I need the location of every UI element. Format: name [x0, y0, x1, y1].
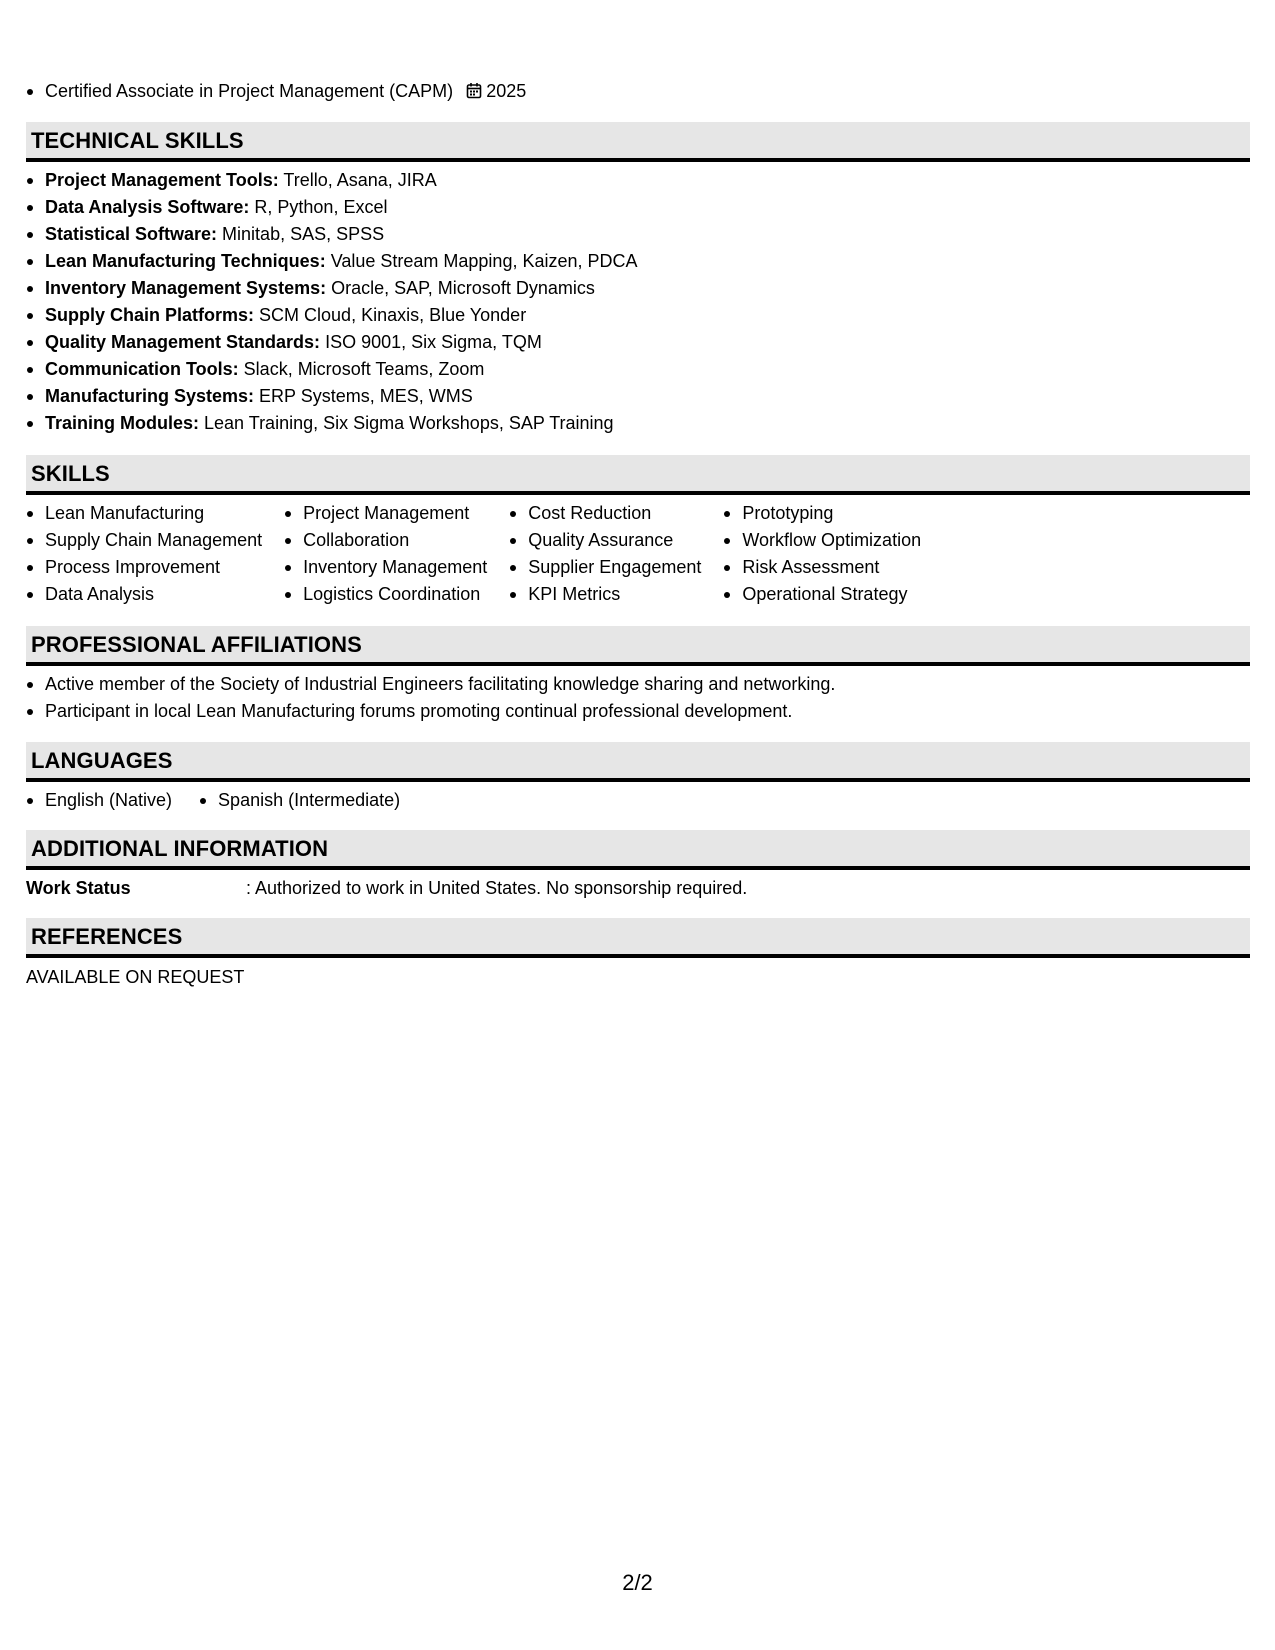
skill-item: Cost Reduction	[509, 500, 701, 527]
skill-item: Supplier Engagement	[509, 554, 701, 581]
calendar-icon	[466, 82, 482, 99]
technical-skill-value: Trello, Asana, JIRA	[278, 170, 437, 190]
skills-grid	[26, 500, 943, 608]
technical-skill-label: Project Management Tools:	[45, 170, 279, 190]
skill-item: Quality Assurance	[509, 527, 701, 554]
technical-skill-value: Oracle, SAP, Microsoft Dynamics	[326, 278, 595, 298]
certification-list	[26, 78, 526, 105]
skills-title: SKILLS	[31, 461, 110, 486]
certification-label: Certified Associate in Project Management (CAPM)	[45, 81, 454, 101]
skill-item: Logistics Coordination	[284, 581, 487, 608]
certification-date	[466, 78, 526, 105]
skill-item: Supply Chain Management	[26, 527, 262, 554]
skill-item: Workflow Optimization	[723, 527, 921, 554]
technical-skill-item	[26, 302, 638, 329]
languages-heading	[26, 742, 1250, 782]
affiliation-item: Active member of the Society of Industrial Engineers facilitating knowledge sharing and networking.	[26, 671, 835, 698]
references-text: AVAILABLE ON REQUEST	[26, 967, 245, 987]
technical-skill-item	[26, 383, 638, 410]
technical-skill-value: ERP Systems, MES, WMS	[254, 386, 473, 406]
technical-skill-item	[26, 410, 638, 437]
skill-item: Operational Strategy	[723, 581, 921, 608]
page-number: 2/2	[622, 1570, 653, 1595]
affiliations-heading	[26, 626, 1250, 666]
languages-title: LANGUAGES	[31, 748, 173, 773]
skill-item: Lean Manufacturing	[26, 500, 262, 527]
language-item: English (Native)	[26, 787, 172, 814]
technical-skill-value: Value Stream Mapping, Kaizen, PDCA	[325, 251, 638, 271]
additional-info-title: ADDITIONAL INFORMATION	[31, 836, 329, 861]
skills-column	[509, 500, 701, 608]
technical-skill-value: Slack, Microsoft Teams, Zoom	[238, 359, 485, 379]
technical-skill-value: R, Python, Excel	[249, 197, 388, 217]
technical-skills-list	[26, 167, 638, 437]
references-title: REFERENCES	[31, 924, 183, 949]
certification-year: 2025	[486, 81, 527, 101]
technical-skill-item	[26, 248, 638, 275]
technical-skill-value: ISO 9001, Six Sigma, TQM	[320, 332, 542, 352]
skill-item: Project Management	[284, 500, 487, 527]
technical-skills-title: TECHNICAL SKILLS	[31, 128, 244, 153]
technical-skill-label: Lean Manufacturing Techniques:	[45, 251, 326, 271]
work-status-row	[26, 875, 747, 902]
affiliation-item: Participant in local Lean Manufacturing forums promoting continual professional development.	[26, 698, 835, 725]
skills-column	[723, 500, 921, 608]
technical-skill-label: Data Analysis Software:	[45, 197, 250, 217]
languages-list	[26, 787, 427, 814]
technical-skill-item	[26, 329, 638, 356]
technical-skill-label: Statistical Software:	[45, 224, 218, 244]
technical-skill-item	[26, 221, 638, 248]
skills-column	[284, 500, 487, 608]
additional-info-heading	[26, 830, 1250, 870]
technical-skills-heading	[26, 122, 1250, 162]
affiliations-list	[26, 671, 835, 725]
technical-skill-item	[26, 167, 638, 194]
affiliations-title: PROFESSIONAL AFFILIATIONS	[31, 632, 362, 657]
technical-skill-label: Communication Tools:	[45, 359, 239, 379]
technical-skill-value: SCM Cloud, Kinaxis, Blue Yonder	[254, 305, 527, 325]
skill-item: Collaboration	[284, 527, 487, 554]
skills-column	[26, 500, 262, 608]
language-item: Spanish (Intermediate)	[199, 787, 400, 814]
skill-item: Data Analysis	[26, 581, 262, 608]
skill-item: Prototyping	[723, 500, 921, 527]
technical-skill-item	[26, 194, 638, 221]
technical-skill-label: Supply Chain Platforms:	[45, 305, 255, 325]
skill-item: KPI Metrics	[509, 581, 701, 608]
technical-skill-value: Lean Training, Six Sigma Workshops, SAP Training	[199, 413, 614, 433]
technical-skill-label: Manufacturing Systems:	[45, 386, 255, 406]
references-heading	[26, 918, 1250, 958]
technical-skill-label: Training Modules:	[45, 413, 200, 433]
skill-item: Risk Assessment	[723, 554, 921, 581]
skills-heading	[26, 455, 1250, 495]
technical-skill-label: Inventory Management Systems:	[45, 278, 327, 298]
skill-item: Inventory Management	[284, 554, 487, 581]
technical-skill-item	[26, 275, 638, 302]
technical-skill-item	[26, 356, 638, 383]
skill-item: Process Improvement	[26, 554, 262, 581]
certification-item	[26, 78, 526, 105]
technical-skill-value: Minitab, SAS, SPSS	[217, 224, 385, 244]
work-status-label: Work Status	[26, 878, 131, 898]
work-status-value: : Authorized to work in United States. No sponsorship required.	[246, 878, 748, 898]
technical-skill-label: Quality Management Standards:	[45, 332, 321, 352]
